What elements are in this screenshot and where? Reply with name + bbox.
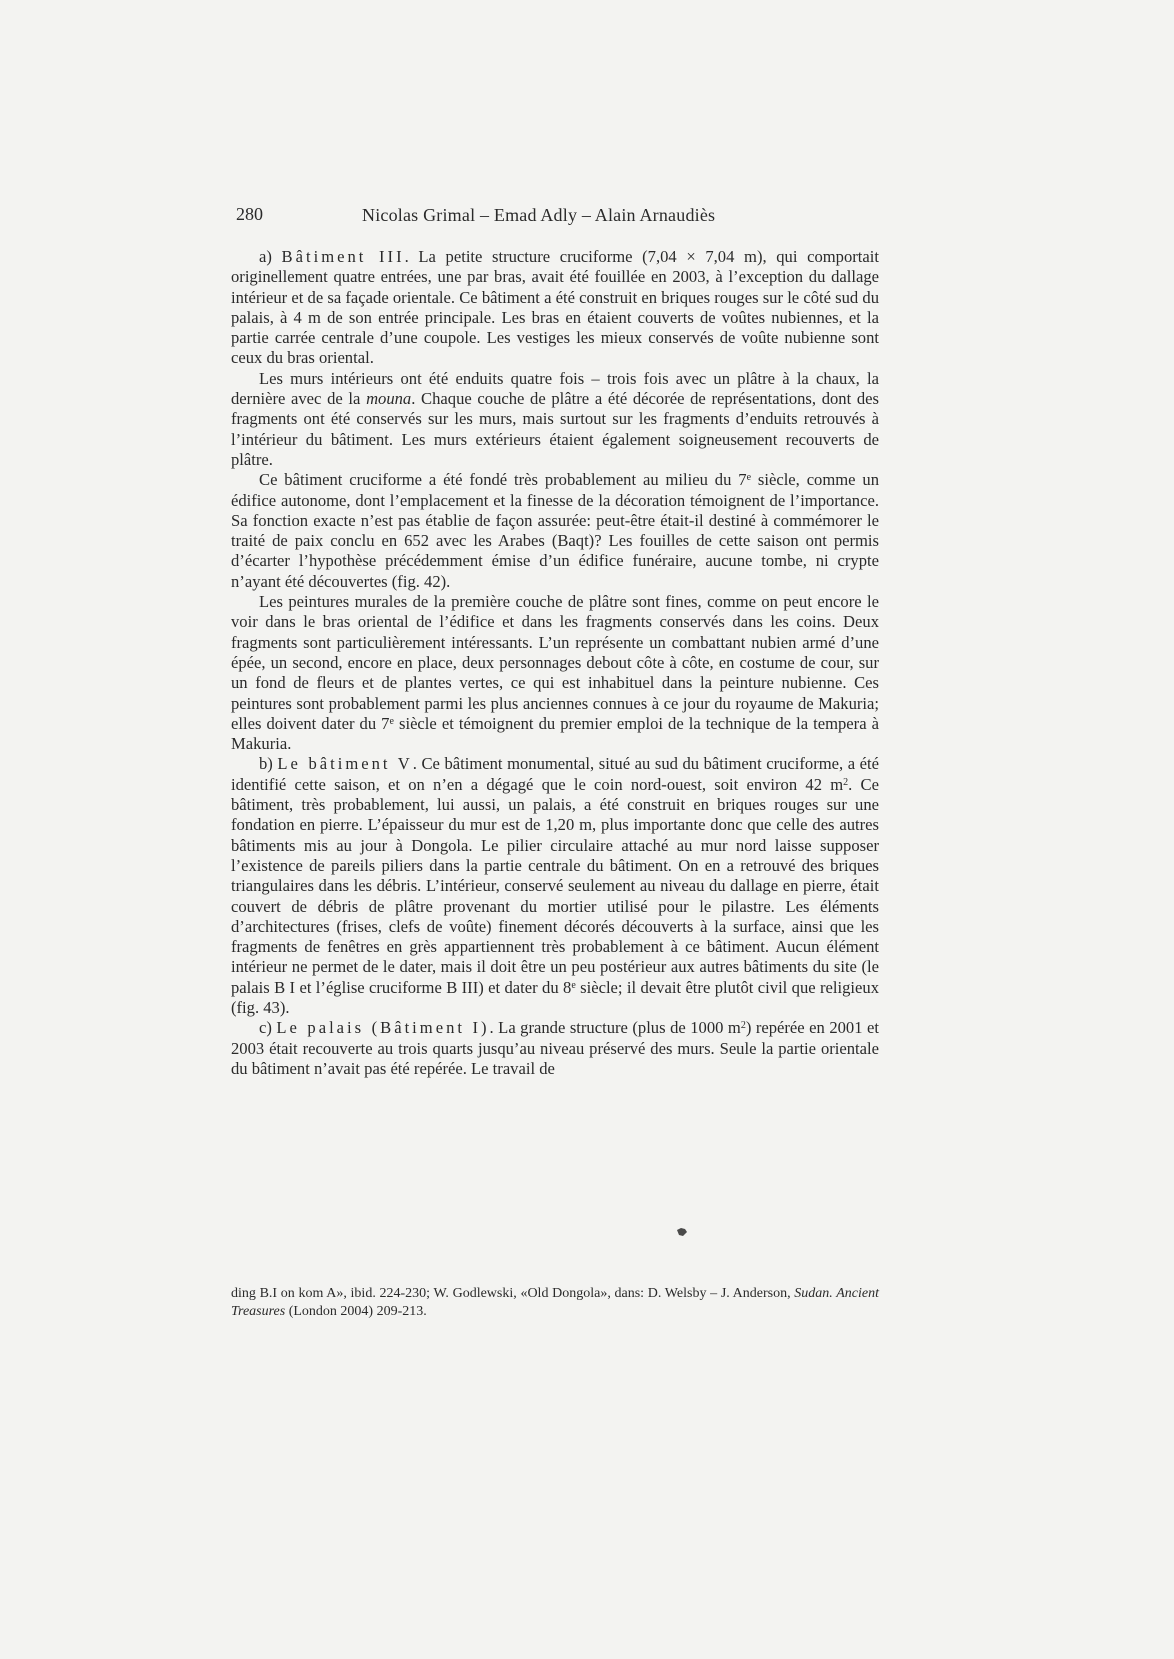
paragraph-text: siècle et témoignent du premier emploi de la technique de la tempera à Makuria. — [231, 713, 879, 754]
footnote-text-part: ding B.I on kom A», ibid. 224-230; W. Godlewski, «Old Dongola», dans: D. Welsby – J. Anderson, — [231, 1286, 795, 1301]
scan-speck — [676, 1227, 688, 1237]
section-label: c) — [259, 1018, 272, 1038]
footnote — [231, 1285, 879, 1320]
footnote-italic-title: Sudan. Ancient Treasures — [231, 1286, 879, 1319]
paragraph-text: ) repérée en 2001 et 2003 était recouverte au trois quarts jusqu’au niveau préservé des murs. Seule la partie orientale du bâtiment n’avait pas été repérée. Le travail de — [231, 1018, 879, 1078]
superscript: e — [571, 979, 576, 991]
paragraph-text: . Ce bâtiment monumental, situé au sud du bâtiment cruciforme, a été identifié cette saison, et on n’en a dégagé que le coin nord-ouest, soit environ 42 m — [231, 754, 879, 794]
paragraph-text: Ce bâtiment cruciforme a été fondé très probablement au milieu du 7 — [259, 470, 747, 490]
paragraph-murs-interieurs — [231, 369, 879, 470]
paragraph-fondation — [231, 470, 879, 592]
italic-term: mouna — [366, 389, 412, 409]
section-label: a) — [259, 247, 272, 266]
paragraph-palais — [231, 1018, 879, 1079]
superscript: e — [389, 715, 394, 727]
section-title: Bâtiment III — [281, 247, 405, 266]
section-label: b) — [259, 754, 273, 774]
superscript: e — [746, 472, 752, 484]
section-title: Le bâtiment V — [277, 754, 413, 774]
footnote-text-part: (London 2004) 209-213. — [285, 1303, 427, 1319]
running-head: Nicolas Grimal – Emad Adly – Alain Arnaudiès — [362, 205, 716, 225]
paragraph-batiment-iii — [231, 247, 879, 369]
body-text — [231, 247, 879, 1079]
paragraph-text: . La grande structure (plus de 1000 m — [489, 1018, 741, 1038]
paragraph-text: . Chaque couche de plâtre a été décorée de représentations, dont des fragments ont été conservés sur les murs, mais surtout sur les fragments d’enduits retrouvés à l’intérieur du bâtiment. Les murs extérieurs étaient également soigneusement recouverts de plâtre. — [231, 389, 879, 469]
paragraph-text: siècle; il devait être plutôt civil que religieux (fig. 43). — [231, 977, 879, 1017]
paragraph-batiment-v — [231, 754, 879, 1018]
paragraph-text: . La petite structure cruciforme (7,04 × 7,04 m), qui comportait originellement quatre entrées, une par bras, avait été fouillée en 2003, à l’exception du dallage intérieur et de sa façade orientale. Ce bâtiment a été construit en briques rouges sur le côté sud du palais, à 4 m de son entrée principale. Les bras en étaient couverts de voûtes nubiennes, et la partie carrée centrale d’une coupole. Les vestiges les mieux conservés de voûte nubienne sont ceux du bras oriental. — [231, 247, 879, 368]
paragraph-text: Les murs intérieurs ont été enduits quatre fois – trois fois avec un plâtre à la chaux, la dernière avec de la — [231, 368, 879, 409]
paragraph-text: siècle, comme un édifice autonome, dont l’emplacement et la finesse de la décoration témoignent de l’importance. Sa fonction exacte n’est pas établie de façon assurée: peut-être était-il destiné à commémorer le traité de paix conclu en 652 avec les Arabes (Baqt)? Les fouilles de cette saison ont permis d’écarter l’hypothèse précédemment émise d’un édifice funéraire, aucune tombe, ni crypte n’ayant été découvertes (fig. 42). — [231, 470, 880, 591]
page-number: 280 — [236, 204, 263, 224]
paragraph-text: Les peintures murales de la première couche de plâtre sont fines, comme on peut encore le voir dans le bras oriental de l’édifice et dans les fragments conservés dans les coins. Deux fragments sont particulièrement intéressants. L’un représente un combattant nubien armé d’une épée, un second, encore en place, deux personnages debout côte à côte, en costume de cour, sur un fond de fleurs et de plantes vertes, ce qui est inhabituel dans la peinture nubienne. Ces peintures sont probablement parmi les plus anciennes connues à ce jour du royaume de Makuria; elles doivent dater du 7 — [231, 592, 879, 733]
section-title: Le palais (Bâtiment I) — [276, 1018, 490, 1038]
footnote-text — [231, 1285, 879, 1320]
superscript: 2 — [740, 1020, 746, 1032]
paragraph-text: . Ce bâtiment, très probablement, lui aussi, un palais, a été construit en briques rouges sur une fondation en pierre. L’épaisseur du mur est de 1,20 m, plus importante donc que celle des autres bâtiments mis au jour à Dongola. Le pilier circulaire attaché au mur nord laisse supposer l’existence de pareils piliers dans la partie centrale du bâtiment. On en a retrouvé des briques triangulaires dans les débris. L’intérieur, conservé seulement au niveau du dallage en pierre, était couvert de débris de plâtre provenant du mortier utilisé pour le pilastre. Les éléments d’architectures (frises, clefs de voûte) finement décorés découverts à la surface, ainsi que les fragments de fenêtres en grès appartiennent très probablement à ce bâtiment. Aucun élément intérieur ne permet de le dater, mais il doit être un peu postérieur aux autres bâtiments du site (le palais B I et l’église cruciforme B III) et dater du 8 — [231, 774, 879, 997]
paragraph-peintures — [231, 592, 879, 754]
superscript: 2 — [843, 776, 849, 788]
